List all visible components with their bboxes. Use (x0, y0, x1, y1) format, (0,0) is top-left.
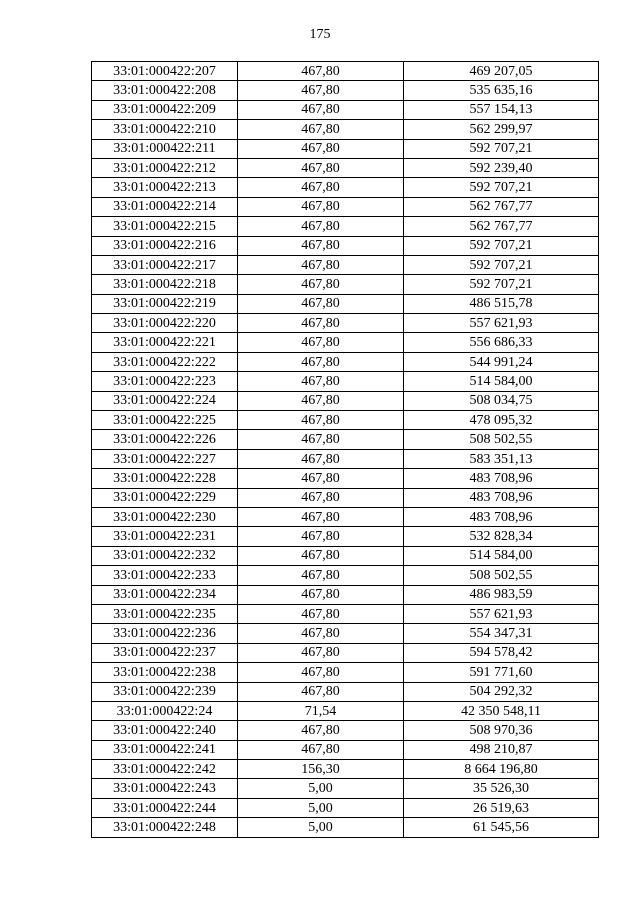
value-cell: 504 292,32 (404, 682, 599, 701)
value-cell: 592 239,40 (404, 158, 599, 177)
cadastral-number-cell: 33:01:000422:213 (92, 178, 238, 197)
value-cell: 562 767,77 (404, 197, 599, 216)
cadastral-number-cell: 33:01:000422:209 (92, 100, 238, 119)
table-row (92, 178, 599, 197)
value-cell: 562 299,97 (404, 120, 599, 139)
table-row (92, 740, 599, 759)
cadastral-number-cell: 33:01:000422:220 (92, 314, 238, 333)
area-cell: 71,54 (238, 701, 404, 720)
value-cell: 592 707,21 (404, 275, 599, 294)
area-cell: 467,80 (238, 682, 404, 701)
cadastral-number-cell: 33:01:000422:225 (92, 411, 238, 430)
table-row (92, 255, 599, 274)
value-cell: 554 347,31 (404, 624, 599, 643)
cadastral-number-cell: 33:01:000422:240 (92, 721, 238, 740)
area-cell: 467,80 (238, 507, 404, 526)
area-cell: 467,80 (238, 546, 404, 565)
table-row (92, 139, 599, 158)
table-row (92, 488, 599, 507)
area-cell: 5,00 (238, 798, 404, 817)
cadastral-number-cell: 33:01:000422:243 (92, 779, 238, 798)
value-cell: 514 584,00 (404, 372, 599, 391)
cadastral-number-cell: 33:01:000422:244 (92, 798, 238, 817)
value-cell: 508 502,55 (404, 430, 599, 449)
cadastral-number-cell: 33:01:000422:232 (92, 546, 238, 565)
value-cell: 469 207,05 (404, 62, 599, 81)
cadastral-number-cell: 33:01:000422:241 (92, 740, 238, 759)
table-row (92, 120, 599, 139)
value-cell: 557 621,93 (404, 604, 599, 623)
value-cell: 532 828,34 (404, 527, 599, 546)
value-cell: 592 707,21 (404, 236, 599, 255)
value-cell: 557 154,13 (404, 100, 599, 119)
table-row (92, 798, 599, 817)
area-cell: 467,80 (238, 158, 404, 177)
cadastral-number-cell: 33:01:000422:231 (92, 527, 238, 546)
value-cell: 583 351,13 (404, 449, 599, 468)
cadastral-number-cell: 33:01:000422:218 (92, 275, 238, 294)
value-cell: 592 707,21 (404, 178, 599, 197)
table-body (92, 62, 599, 838)
parcel-value-table (91, 61, 599, 838)
table-row (92, 469, 599, 488)
cadastral-number-cell: 33:01:000422:228 (92, 469, 238, 488)
table-row (92, 352, 599, 371)
value-cell: 498 210,87 (404, 740, 599, 759)
table-row (92, 372, 599, 391)
area-cell: 467,80 (238, 663, 404, 682)
value-cell: 594 578,42 (404, 643, 599, 662)
value-cell: 486 983,59 (404, 585, 599, 604)
cadastral-number-cell: 33:01:000422:223 (92, 372, 238, 391)
value-cell: 483 708,96 (404, 507, 599, 526)
area-cell: 467,80 (238, 139, 404, 158)
table-row (92, 236, 599, 255)
area-cell: 467,80 (238, 314, 404, 333)
value-cell: 544 991,24 (404, 352, 599, 371)
area-cell: 467,80 (238, 100, 404, 119)
value-cell: 535 635,16 (404, 81, 599, 100)
area-cell: 467,80 (238, 294, 404, 313)
area-cell: 467,80 (238, 527, 404, 546)
table-row (92, 100, 599, 119)
area-cell: 156,30 (238, 760, 404, 779)
table-row (92, 197, 599, 216)
table-row (92, 721, 599, 740)
table-row (92, 81, 599, 100)
cadastral-number-cell: 33:01:000422:233 (92, 566, 238, 585)
cadastral-number-cell: 33:01:000422:248 (92, 818, 238, 837)
table-row (92, 624, 599, 643)
area-cell: 467,80 (238, 391, 404, 410)
table-row (92, 585, 599, 604)
table-row (92, 663, 599, 682)
cadastral-number-cell: 33:01:000422:208 (92, 81, 238, 100)
table-row (92, 294, 599, 313)
cadastral-number-cell: 33:01:000422:211 (92, 139, 238, 158)
cadastral-number-cell: 33:01:000422:212 (92, 158, 238, 177)
value-cell: 61 545,56 (404, 818, 599, 837)
area-cell: 467,80 (238, 721, 404, 740)
area-cell: 467,80 (238, 488, 404, 507)
table-row (92, 411, 599, 430)
table-row (92, 275, 599, 294)
cadastral-number-cell: 33:01:000422:214 (92, 197, 238, 216)
table-row (92, 158, 599, 177)
value-cell: 508 970,36 (404, 721, 599, 740)
value-cell: 508 502,55 (404, 566, 599, 585)
cadastral-number-cell: 33:01:000422:238 (92, 663, 238, 682)
area-cell: 467,80 (238, 740, 404, 759)
cadastral-number-cell: 33:01:000422:207 (92, 62, 238, 81)
value-cell: 42 350 548,11 (404, 701, 599, 720)
area-cell: 467,80 (238, 275, 404, 294)
cadastral-number-cell: 33:01:000422:235 (92, 604, 238, 623)
cadastral-number-cell: 33:01:000422:230 (92, 507, 238, 526)
table-row (92, 701, 599, 720)
table-row (92, 333, 599, 352)
value-cell: 591 771,60 (404, 663, 599, 682)
area-cell: 467,80 (238, 333, 404, 352)
table-row (92, 391, 599, 410)
table-row (92, 449, 599, 468)
area-cell: 467,80 (238, 566, 404, 585)
area-cell: 467,80 (238, 585, 404, 604)
value-cell: 8 664 196,80 (404, 760, 599, 779)
cadastral-number-cell: 33:01:000422:217 (92, 255, 238, 274)
area-cell: 467,80 (238, 120, 404, 139)
cadastral-number-cell: 33:01:000422:226 (92, 430, 238, 449)
cadastral-number-cell: 33:01:000422:224 (92, 391, 238, 410)
area-cell: 467,80 (238, 469, 404, 488)
area-cell: 5,00 (238, 818, 404, 837)
area-cell: 5,00 (238, 779, 404, 798)
cadastral-number-cell: 33:01:000422:210 (92, 120, 238, 139)
area-cell: 467,80 (238, 236, 404, 255)
value-cell: 508 034,75 (404, 391, 599, 410)
value-cell: 514 584,00 (404, 546, 599, 565)
value-cell: 557 621,93 (404, 314, 599, 333)
table-row (92, 643, 599, 662)
cadastral-number-cell: 33:01:000422:229 (92, 488, 238, 507)
cadastral-number-cell: 33:01:000422:216 (92, 236, 238, 255)
value-cell: 26 519,63 (404, 798, 599, 817)
value-cell: 478 095,32 (404, 411, 599, 430)
cadastral-number-cell: 33:01:000422:237 (92, 643, 238, 662)
cadastral-number-cell: 33:01:000422:24 (92, 701, 238, 720)
cadastral-number-cell: 33:01:000422:234 (92, 585, 238, 604)
table-row (92, 779, 599, 798)
table-row (92, 682, 599, 701)
table-row (92, 546, 599, 565)
table-row (92, 566, 599, 585)
value-cell: 592 707,21 (404, 255, 599, 274)
value-cell: 562 767,77 (404, 217, 599, 236)
value-cell: 486 515,78 (404, 294, 599, 313)
cadastral-number-cell: 33:01:000422:239 (92, 682, 238, 701)
cadastral-number-cell: 33:01:000422:222 (92, 352, 238, 371)
table-row (92, 217, 599, 236)
area-cell: 467,80 (238, 411, 404, 430)
cadastral-number-cell: 33:01:000422:215 (92, 217, 238, 236)
area-cell: 467,80 (238, 643, 404, 662)
area-cell: 467,80 (238, 178, 404, 197)
table-row (92, 818, 599, 837)
table-row (92, 507, 599, 526)
area-cell: 467,80 (238, 197, 404, 216)
page-number: 175 (309, 27, 331, 42)
area-cell: 467,80 (238, 352, 404, 371)
table-row (92, 62, 599, 81)
value-cell: 483 708,96 (404, 488, 599, 507)
area-cell: 467,80 (238, 81, 404, 100)
cadastral-number-cell: 33:01:000422:221 (92, 333, 238, 352)
area-cell: 467,80 (238, 62, 404, 81)
cadastral-number-cell: 33:01:000422:236 (92, 624, 238, 643)
value-cell: 483 708,96 (404, 469, 599, 488)
area-cell: 467,80 (238, 449, 404, 468)
area-cell: 467,80 (238, 624, 404, 643)
value-cell: 35 526,30 (404, 779, 599, 798)
area-cell: 467,80 (238, 217, 404, 236)
value-cell: 556 686,33 (404, 333, 599, 352)
area-cell: 467,80 (238, 372, 404, 391)
area-cell: 467,80 (238, 604, 404, 623)
area-cell: 467,80 (238, 255, 404, 274)
table-row (92, 760, 599, 779)
area-cell: 467,80 (238, 430, 404, 449)
cadastral-number-cell: 33:01:000422:242 (92, 760, 238, 779)
value-cell: 592 707,21 (404, 139, 599, 158)
table-row (92, 430, 599, 449)
table-row (92, 604, 599, 623)
cadastral-number-cell: 33:01:000422:219 (92, 294, 238, 313)
table-row (92, 527, 599, 546)
cadastral-number-cell: 33:01:000422:227 (92, 449, 238, 468)
table-row (92, 314, 599, 333)
